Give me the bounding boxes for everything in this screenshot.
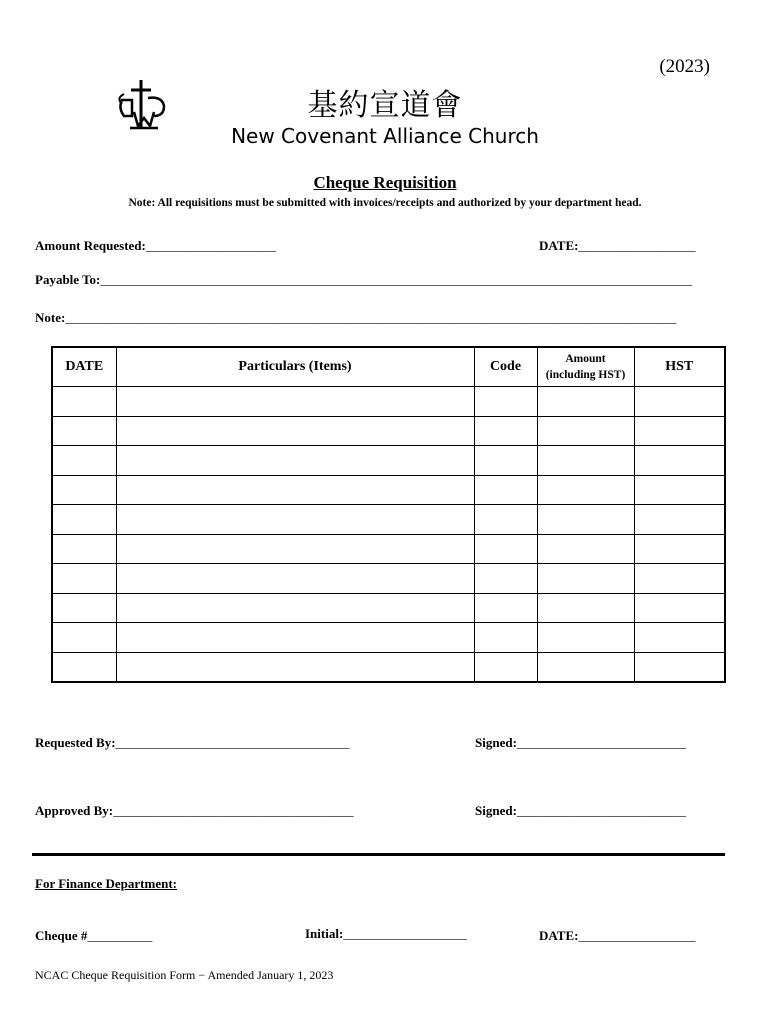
cell-hst[interactable] <box>634 475 725 505</box>
approved-by-line[interactable]: _____________________________________ <box>113 803 354 818</box>
cell-amount[interactable] <box>537 387 634 417</box>
section-divider <box>32 853 725 856</box>
cell-particulars[interactable] <box>116 446 474 476</box>
column-header-code: Code <box>474 347 537 387</box>
cell-particulars[interactable] <box>116 475 474 505</box>
cell-hst[interactable] <box>634 564 725 594</box>
table-row <box>52 505 725 535</box>
table-row <box>52 564 725 594</box>
cell-amount[interactable] <box>537 593 634 623</box>
cell-amount[interactable] <box>537 564 634 594</box>
church-name-english: New Covenant Alliance Church <box>231 124 539 148</box>
cell-amount[interactable] <box>537 446 634 476</box>
cell-code[interactable] <box>474 416 537 446</box>
column-header-date: DATE <box>52 347 116 387</box>
note-field[interactable] <box>35 310 725 326</box>
date-field[interactable] <box>539 238 695 254</box>
cell-hst[interactable] <box>634 416 725 446</box>
cell-particulars[interactable] <box>116 416 474 446</box>
note-line[interactable]: ______________________________________________________________________________________________ <box>65 310 677 325</box>
cell-date[interactable] <box>52 564 116 594</box>
cell-hst[interactable] <box>634 593 725 623</box>
initial-line[interactable]: ___________________ <box>343 926 467 941</box>
amount-requested-label: Amount Requested: <box>35 238 146 253</box>
cell-code[interactable] <box>474 505 537 535</box>
finance-date-field[interactable] <box>539 928 695 944</box>
cell-particulars[interactable] <box>116 623 474 653</box>
cell-amount[interactable] <box>537 505 634 535</box>
cell-hst[interactable] <box>634 387 725 417</box>
table-row <box>52 416 725 446</box>
date-line[interactable]: __________________ <box>578 238 696 253</box>
cell-amount[interactable] <box>537 534 634 564</box>
cell-code[interactable] <box>474 564 537 594</box>
cheque-label: Cheque # <box>35 928 88 943</box>
cell-hst[interactable] <box>634 652 725 682</box>
table-row <box>52 475 725 505</box>
payable-to-line[interactable]: ___________________________________________________________________________________________ <box>100 272 692 287</box>
table-row <box>52 534 725 564</box>
amount-header-line1: Amount <box>565 353 606 365</box>
date-label: DATE: <box>539 238 579 253</box>
requested-signed-field[interactable] <box>475 735 686 751</box>
cell-date[interactable] <box>52 475 116 505</box>
table-row <box>52 387 725 417</box>
cell-date[interactable] <box>52 623 116 653</box>
cell-particulars[interactable] <box>116 652 474 682</box>
cell-code[interactable] <box>474 387 537 417</box>
signed-line[interactable]: __________________________ <box>516 803 686 818</box>
cell-code[interactable] <box>474 475 537 505</box>
cell-amount[interactable] <box>537 475 634 505</box>
cell-hst[interactable] <box>634 505 725 535</box>
table-row <box>52 623 725 653</box>
payable-to-field[interactable] <box>35 272 725 288</box>
cell-particulars[interactable] <box>116 387 474 417</box>
signed-line[interactable]: __________________________ <box>516 735 686 750</box>
initial-label: Initial: <box>305 926 344 941</box>
cell-amount[interactable] <box>537 652 634 682</box>
cell-code[interactable] <box>474 534 537 564</box>
cell-date[interactable] <box>52 416 116 446</box>
cell-date[interactable] <box>52 593 116 623</box>
cell-hst[interactable] <box>634 534 725 564</box>
table-row <box>52 593 725 623</box>
cell-date[interactable] <box>52 387 116 417</box>
cell-hst[interactable] <box>634 623 725 653</box>
column-header-hst: HST <box>634 347 725 387</box>
finance-date-line[interactable]: __________________ <box>578 928 696 943</box>
amount-header-line2: (including HST) <box>545 369 626 381</box>
finance-date-label: DATE: <box>539 928 579 943</box>
requested-by-field[interactable] <box>35 735 350 751</box>
cell-date[interactable] <box>52 534 116 564</box>
cell-hst[interactable] <box>634 446 725 476</box>
payable-to-label: Payable To: <box>35 272 101 287</box>
cell-code[interactable] <box>474 623 537 653</box>
initial-field[interactable] <box>305 926 467 942</box>
form-note: Note: All requisitions must be submitted with invoices/receipts and authorized by your department head. <box>128 197 642 209</box>
signed-label: Signed: <box>475 803 517 818</box>
cell-particulars[interactable] <box>116 505 474 535</box>
cell-code[interactable] <box>474 446 537 476</box>
requested-by-line[interactable]: ____________________________________ <box>115 735 350 750</box>
finance-heading: For Finance Department: <box>35 876 178 891</box>
approved-by-field[interactable] <box>35 803 354 819</box>
form-year: (2023) <box>659 56 710 77</box>
particulars-table <box>51 346 726 683</box>
cheque-number-field[interactable] <box>35 928 152 944</box>
footer-text: NCAC Cheque Requisition Form − Amended January 1, 2023 <box>35 968 334 982</box>
cell-particulars[interactable] <box>116 534 474 564</box>
amount-requested-field[interactable] <box>35 238 276 254</box>
church-name-chinese: 基約宣道會 <box>307 88 463 123</box>
amount-requested-line[interactable]: ____________________ <box>145 238 276 253</box>
form-title: Cheque Requisition <box>313 173 457 192</box>
cell-particulars[interactable] <box>116 564 474 594</box>
cell-date[interactable] <box>52 652 116 682</box>
note-label: Note: <box>35 310 66 325</box>
cell-date[interactable] <box>52 505 116 535</box>
cell-amount[interactable] <box>537 416 634 446</box>
table-row <box>52 652 725 682</box>
column-header-particulars: Particulars (Items) <box>116 347 474 387</box>
cell-amount[interactable] <box>537 623 634 653</box>
cell-particulars[interactable] <box>116 593 474 623</box>
table-row <box>52 446 725 476</box>
approved-signed-field[interactable] <box>475 803 686 819</box>
cell-date[interactable] <box>52 446 116 476</box>
cheque-line[interactable]: __________ <box>87 928 153 943</box>
requested-by-label: Requested By: <box>35 735 116 750</box>
column-header-amount <box>537 347 634 387</box>
table-header-row <box>52 347 725 387</box>
cell-code[interactable] <box>474 593 537 623</box>
approved-by-label: Approved By: <box>35 803 114 818</box>
cell-code[interactable] <box>474 652 537 682</box>
signed-label: Signed: <box>475 735 517 750</box>
